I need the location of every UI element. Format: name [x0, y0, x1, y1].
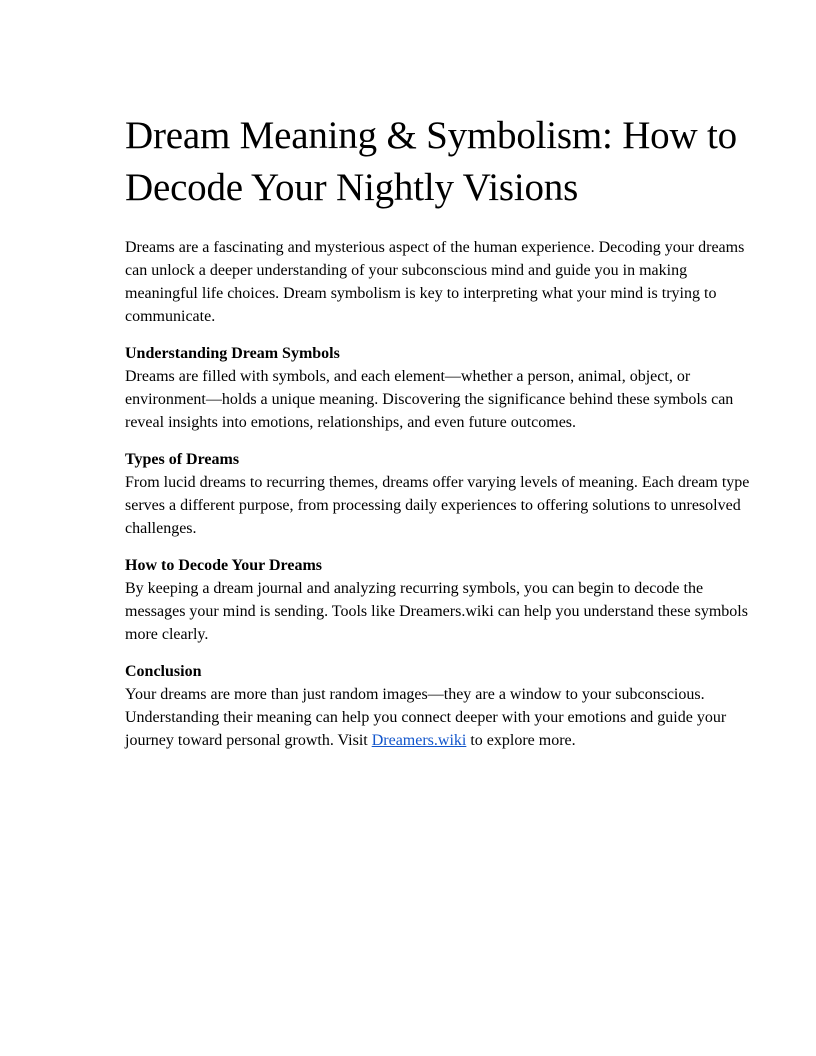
section-heading: Types of Dreams [125, 451, 240, 468]
section-body: Dreams are filled with symbols, and each element—whether a person, animal, object, or environment—holds a unique meaning. Discovering the significance behind these symbols can reveal insights into emotions, relationships, and even future outcomes. [125, 368, 734, 431]
conclusion-text-before-link: Your dreams are more than just random images—they are a window to your subconscious. Understanding their meaning can help you connect deeper with your emotions and guide your journey toward personal growth. Visit [125, 686, 727, 749]
section-types-of-dreams [125, 448, 750, 540]
section-how-to-decode [125, 554, 750, 646]
dreamers-wiki-link[interactable]: Dreamers.wiki [371, 732, 467, 749]
section-body [125, 683, 750, 752]
section-heading: Understanding Dream Symbols [125, 345, 340, 362]
conclusion-text-after-link: to explore more. [466, 732, 576, 749]
intro-paragraph: Dreams are a fascinating and mysterious aspect of the human experience. Decoding your dreams can unlock a deeper understanding of your subconscious mind and guide you in making meaningful life choices. Dream symbolism is key to interpreting what your mind is trying to communicate. [125, 239, 745, 325]
document-content [125, 110, 750, 752]
section-body: By keeping a dream journal and analyzing recurring symbols, you can begin to decode the messages your mind is sending. Tools like Dreamers.wiki can help you understand these symbols more clearly. [125, 580, 748, 643]
section-heading: Conclusion [125, 663, 202, 680]
section-understanding-dream-symbols [125, 342, 750, 434]
section-body: From lucid dreams to recurring themes, dreams offer varying levels of meaning. Each dream type serves a different purpose, from processing daily experiences to offering solutions to unresolved challenges. [125, 474, 750, 537]
section-conclusion [125, 660, 750, 752]
page-title: Dream Meaning & Symbolism: How to Decode Your Nightly Visions [125, 114, 737, 209]
section-heading: How to Decode Your Dreams [125, 557, 323, 574]
